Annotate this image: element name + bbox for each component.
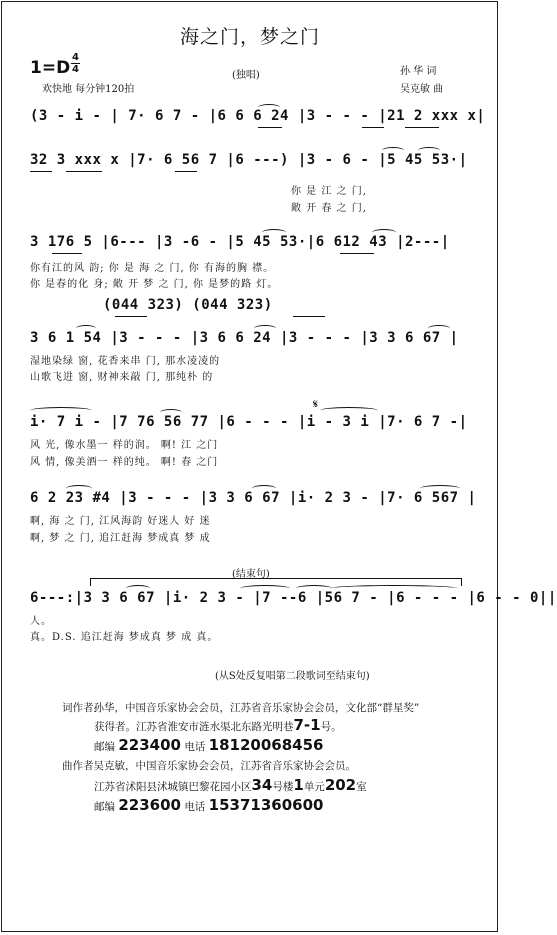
- slur: [254, 325, 276, 332]
- slur: [160, 409, 182, 416]
- lyricist-zip-label: 邮编: [94, 741, 115, 753]
- slur: [296, 585, 332, 592]
- slur: [262, 229, 286, 236]
- notation-row-3: 3 176 5 |6--- |3 -6 - |5 45 53·|6 612 43 |2---|: [30, 234, 450, 250]
- slur: [372, 229, 396, 236]
- composer-info: 曲作者吴克敏，中国音乐家协会会员，江苏省音乐家协会会员。: [62, 760, 356, 772]
- composer-building-suffix: 号楼: [272, 781, 294, 793]
- beam-underline: [66, 171, 102, 172]
- ending-bracket-left: [90, 578, 91, 586]
- composer-zip-label: 邮编: [94, 801, 115, 813]
- slur: [382, 147, 404, 154]
- slur: [252, 485, 276, 492]
- beam-underline: [30, 171, 52, 172]
- slur: [240, 585, 290, 592]
- beam-underline: [340, 253, 374, 254]
- time-signature: [71, 52, 80, 75]
- slur: [258, 104, 280, 111]
- ending-label: (结束句): [232, 569, 270, 580]
- notation-row-7: 6 2 23 #4 |3 - - - |3 3 6 67 |i· 2 3 - |7· 6 567 |: [30, 490, 477, 506]
- lyric-row-2b: 敞 开 春 之 门,: [291, 203, 367, 214]
- lyricist-address: [94, 717, 342, 736]
- beam-underline: [362, 127, 384, 128]
- meter-top: 4: [72, 52, 79, 63]
- segno-sign: 𝄋: [313, 397, 319, 411]
- lyric-row-6a: 风 光, 像水墨一 样的润。 啊! 江 之门: [30, 440, 219, 451]
- composer-credit: 吴克敏 曲: [400, 84, 444, 95]
- meter-bottom: 4: [72, 64, 79, 75]
- notation-row-8: 6---:|3 3 6 67 |i· 2 3 - |7 --6 |56 7 - |6 - - - |6 - - 0||: [30, 590, 557, 606]
- slur: [420, 485, 460, 492]
- lyric-row-2a: 你 是 江 之 门,: [291, 186, 367, 197]
- composer-zip: 223600: [118, 796, 181, 814]
- composer-room: 202: [324, 776, 357, 794]
- beam-underline: [52, 253, 82, 254]
- lyric-row-6b: 风 情, 像美酒一 样的纯。 啊! 春 之门: [30, 457, 219, 468]
- lyricist-address-text: 获得者。江苏省淮安市涟水渠北东路光明巷: [94, 721, 294, 733]
- notation-row-5: 3 6 1 54 |3 - - - |3 6 6 24 |3 - - - |3 3 6 67 |: [30, 330, 459, 346]
- slur: [418, 147, 440, 154]
- lyric-row-8a: 人。: [30, 616, 52, 627]
- notation-row-1: (3 - i - | 7· 6 7 - |6 6 6 24 |3 - - - |21 2 xxx x|: [30, 108, 486, 124]
- composer-unit-suffix: 单元: [303, 781, 325, 793]
- composer-address-text: 江苏省沭阳县沭城镇巴黎花园小区: [94, 781, 252, 793]
- beam-underline: [258, 127, 282, 128]
- lyric-row-5a: 湿地染绿 窗, 花香来串 门, 那水凌凌的: [30, 356, 221, 367]
- slur: [428, 325, 450, 332]
- composer-building: 34: [251, 776, 273, 794]
- lyric-row-8b: 真。D.S. 追江赶海 梦成真 梦 成 真。: [30, 632, 219, 643]
- composer-room-suffix: 室: [356, 781, 367, 793]
- slur: [76, 325, 96, 332]
- key-signature: 1=D: [30, 58, 71, 78]
- lyric-row-3b: 你 是春的化 身; 敞 开 梦 之 门, 你 是梦的路 灯。: [30, 279, 279, 290]
- lyricist-contact: [94, 737, 323, 756]
- ending-bracket: [90, 578, 462, 579]
- lyricist-phone: 18120068456: [208, 736, 324, 754]
- lyricist-house-number: 7-1: [293, 716, 321, 734]
- lyric-row-7a: 啊, 海 之 门, 江风海韵 好迷人 好 迷: [30, 516, 211, 527]
- lyricist-tel-label: 电话: [184, 741, 206, 753]
- composer-phone: 15371360600: [208, 796, 324, 814]
- ending-bracket-right: [461, 578, 462, 586]
- slur: [126, 585, 150, 592]
- beam-underline: [175, 171, 197, 172]
- lyricist-address-suffix: 号。: [320, 721, 342, 733]
- beam-underline: [293, 316, 325, 317]
- lyric-row-7b: 啊, 梦 之 门, 追江赶海 梦成真 梦 成: [30, 533, 211, 544]
- notation-row-4: (044 323) (044 323): [103, 297, 273, 313]
- notation-row-6: i· 7 i - |7 76 56 77 |6 - - - |i - 3 i |7· 6 7 -|: [30, 414, 468, 430]
- slur: [30, 407, 92, 414]
- beam-underline: [405, 127, 439, 128]
- slur: [66, 485, 92, 492]
- composer-contact: [94, 797, 323, 816]
- song-title: 海之门，梦之门: [179, 26, 320, 48]
- lyricist-zip: 223400: [118, 736, 181, 754]
- lyric-row-3a: 你有江的风 韵; 你 是 海 之 门, 你 有海的胸 襟。: [30, 263, 275, 274]
- composer-unit: 1: [293, 776, 304, 794]
- lyric-row-5b: 山歌飞进 窗, 财神来敲 门, 那纯朴 的: [30, 372, 214, 383]
- tempo-marking: 欢快地 每分钟120拍: [42, 84, 135, 95]
- lyricist-credit: 孙 华 词: [400, 66, 437, 77]
- beam-underline: [115, 316, 147, 317]
- notation-row-2: 32 3 xxx x |7· 6 56 7 |6 ---) |3 - 6 - |5 45 53·|: [30, 152, 468, 168]
- composer-tel-label: 电话: [184, 801, 206, 813]
- slur: [320, 407, 378, 414]
- lyricist-info: 词作者孙华，中国音乐家协会会员，江苏省音乐家协会会员，文化部“群星奖”: [62, 702, 420, 714]
- slur: [330, 585, 458, 592]
- performance-type: (独唱): [232, 70, 260, 81]
- ds-instruction: (从S处反复唱第二段歌词至结束句): [215, 671, 370, 682]
- composer-address: [94, 777, 367, 796]
